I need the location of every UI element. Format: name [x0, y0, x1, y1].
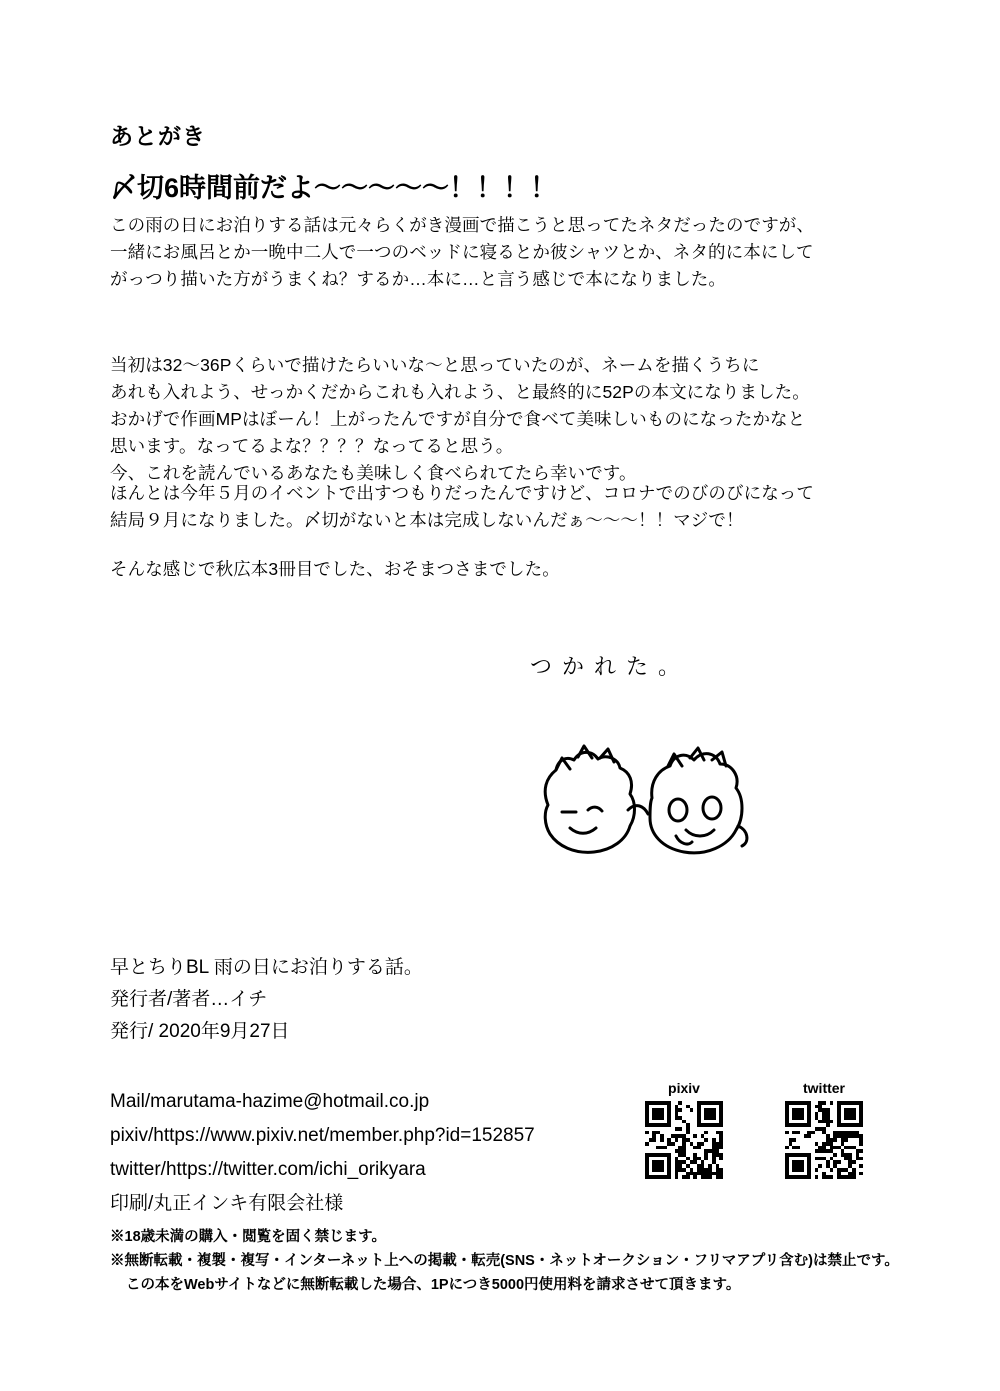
author-line: 発行者/著者…イチ: [110, 989, 268, 1010]
notice-age: ※18歳未満の購入・閲覧を固く禁じます。: [110, 1229, 386, 1245]
afterword-paragraph-2: [110, 352, 910, 487]
afterword-line: 今、これを読んでいるあなたも美味しく食べられてたら幸いです。: [110, 463, 637, 483]
contact-printer: 印刷/丸正インキ有限会社様: [110, 1193, 344, 1214]
doodle-illustration: [500, 630, 830, 900]
contact-pixiv: pixiv/https://www.pixiv.net/member.php?id=152857: [110, 1125, 535, 1146]
afterword-line: この雨の日にお泊りする話は元々らくがき漫画で描こうと思ってたネタだったのですが、: [110, 215, 814, 235]
notice-fee: この本をWebサイトなどに無断転載した場合、1Pにつき5000円使用料を請求させて頂きます。: [126, 1277, 741, 1293]
afterword-paragraph-1: [110, 212, 910, 293]
book-title: 早とちりBL 雨の日にお泊りする話。: [110, 957, 423, 978]
colophon-block: [110, 952, 423, 1048]
afterword-paragraph-4: [110, 556, 910, 583]
doodle-caption: つかれた。: [530, 655, 691, 680]
qr-image-twitter[interactable]: [785, 1101, 863, 1179]
afterword-line: おかげで作画MPはぼーん！上がったんですが自分で食べて美味しいものになったかなと: [110, 409, 806, 429]
notice-block: [110, 1225, 899, 1297]
publish-date-line: 発行/ 2020年9月27日: [110, 1021, 290, 1042]
afterword-line: そんな感じで秋広本3冊目でした、おそまつさまでした。: [110, 559, 560, 579]
qr-code-group: [645, 1080, 905, 1190]
contact-mail: Mail/marutama-hazime@hotmail.co.jp: [110, 1091, 430, 1112]
qr-code-pixiv[interactable]: [645, 1080, 723, 1179]
qr-label-twitter: twitter: [803, 1080, 845, 1096]
afterword-title: 〆切6時間前だよ〜〜〜〜〜！！！！: [110, 173, 558, 203]
afterword-line: 当初は32〜36Pくらいで描けたらいいな〜と思っていたのが、ネームを描くうちに: [110, 355, 760, 375]
contact-block: [110, 1085, 535, 1221]
afterword-paragraph-3: [110, 480, 910, 534]
afterword-line: 結局９月になりました。〆切がないと本は完成しないんだぁ〜〜〜！！マジで！: [110, 510, 744, 530]
qr-image-pixiv[interactable]: [645, 1101, 723, 1179]
afterword-line: ほんとは今年５月のイベントで出すつもりだったんですけど、コロナでのびのびになって: [110, 483, 814, 503]
afterword-heading: あとがき: [110, 123, 206, 149]
afterword-line: がっつり描いた方がうまくね？するか…本に…と言う感じで本になりました。: [110, 269, 726, 289]
contact-twitter: twitter/https://twitter.com/ichi_orikyara: [110, 1159, 426, 1180]
afterword-line: あれも入れよう、せっかくだからこれも入れよう、と最終的に52Pの本文になりました。: [110, 382, 810, 402]
qr-code-twitter[interactable]: [785, 1080, 863, 1179]
qr-label-pixiv: pixiv: [668, 1080, 700, 1096]
chibi-heads-drawing: [500, 630, 830, 900]
notice-reprint: ※無断転載・複製・複写・インターネット上への掲載・転売(SNS・ネットオークション・フリマアプリ含む)は禁止です。: [110, 1253, 899, 1269]
afterword-line: 一緒にお風呂とか一晩中二人で一つのベッドに寝るとか彼シャツとか、ネタ的に本にして: [110, 242, 814, 262]
afterword-line: 思います。なってるよな？？？？なってると思う。: [110, 436, 514, 456]
